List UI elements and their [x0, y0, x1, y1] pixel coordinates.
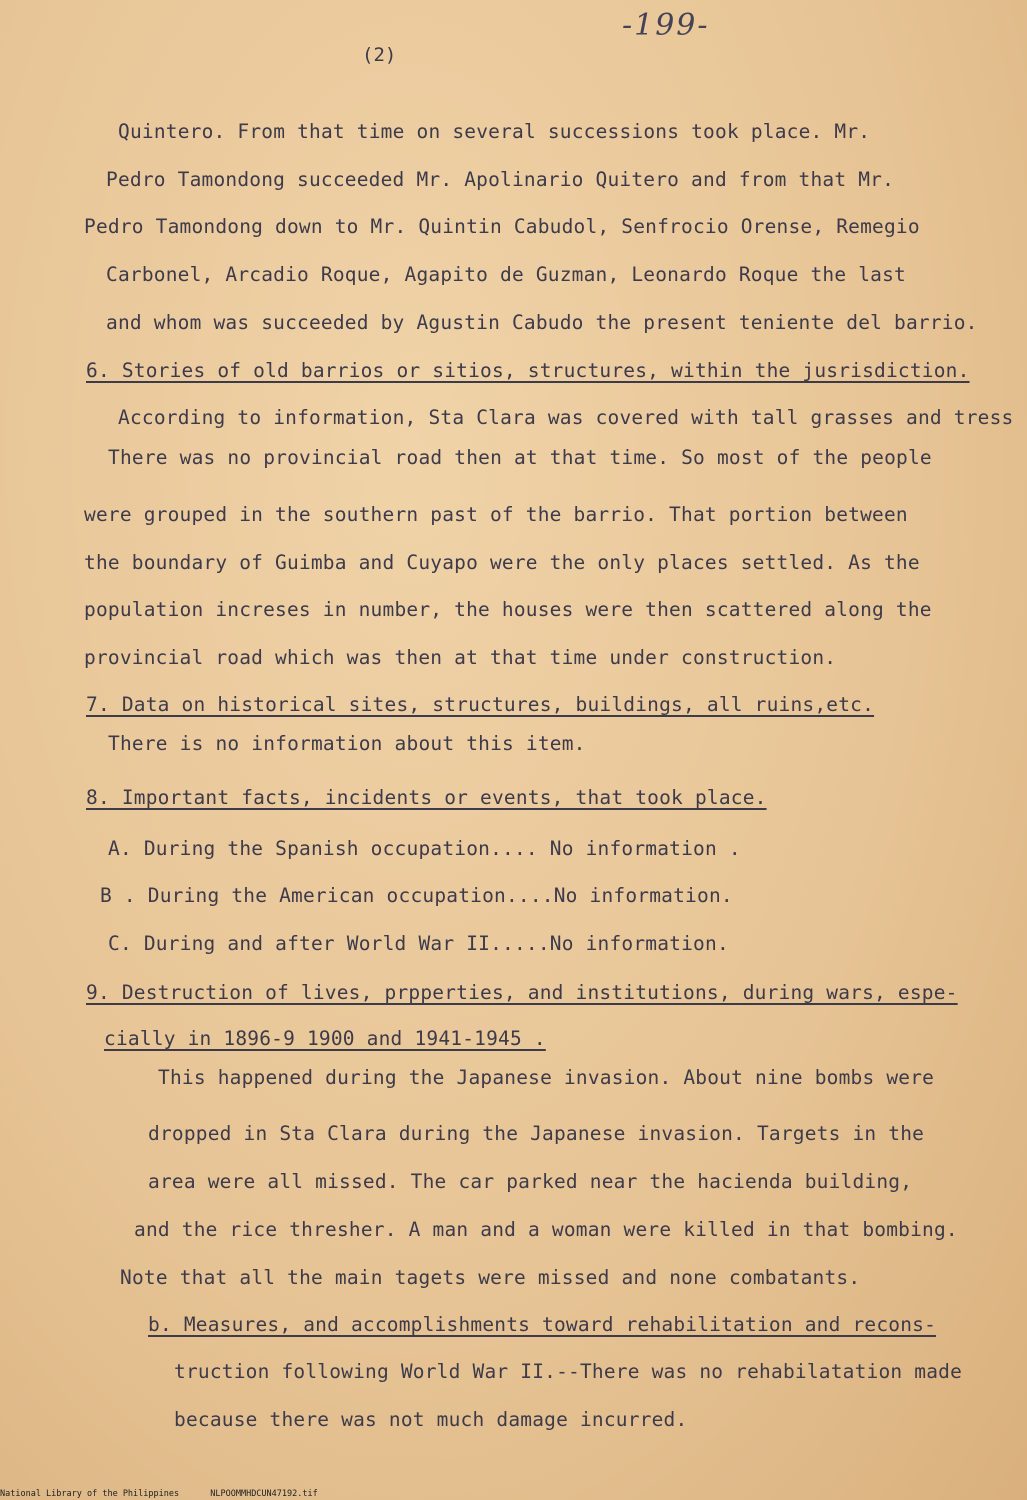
text-line: population increses in number, the houses were then scattered along the	[84, 598, 932, 621]
text-line: truction following World War II.--There was no rehabilatation made	[174, 1360, 963, 1383]
file-id: NLPOOMMHDCUN47192.tif	[210, 1489, 318, 1499]
subsection-heading-b: b. Measures, and accomplishments toward rehabilitation and recons-	[148, 1313, 937, 1336]
text-line: and whom was succeeded by Agustin Cabudo the present teniente del barrio.	[106, 311, 978, 334]
section-heading-9-cont: cially in 1896-9 1900 and 1941-1945 .	[104, 1027, 546, 1050]
text-line: Carbonel, Arcadio Roque, Agapito de Guzman, Leonardo Roque the last	[106, 263, 906, 286]
text-line: Quintero. From that time on several successions took place. Mr.	[118, 120, 871, 143]
library-name: National Library of the Philippines	[0, 1489, 180, 1499]
section-heading-6: 6. Stories of old barrios or sitios, structures, within the jusrisdiction.	[86, 359, 970, 382]
text-line: and the rice thresher. A man and a woman were killed in that bombing.	[134, 1218, 958, 1241]
section-heading-8: 8. Important facts, incidents or events, that took place.	[86, 786, 767, 809]
text-line: There was no provincial road then at that time. So most of the people	[108, 446, 932, 469]
text-line: Note that all the main tagets were missed and none combatants.	[120, 1266, 861, 1289]
text-line: C. During and after World War II.....No information.	[108, 932, 729, 955]
text-line: Pedro Tamondong succeeded Mr. Apolinario Quitero and from that Mr.	[106, 168, 895, 191]
archive-footer	[0, 1489, 344, 1499]
text-line: provincial road which was then at that time under construction.	[84, 646, 837, 669]
text-line: because there was not much damage incurred.	[174, 1408, 688, 1431]
page-number: (2)	[362, 44, 397, 66]
text-line: dropped in Sta Clara during the Japanese invasion. Targets in the	[148, 1122, 925, 1145]
handwritten-page-mark: -199-	[622, 8, 710, 43]
section-heading-7: 7. Data on historical sites, structures, buildings, all ruins,etc.	[86, 693, 875, 716]
text-line: A. During the Spanish occupation.... No information .	[108, 837, 741, 860]
text-line: Pedro Tamondong down to Mr. Quintin Cabudol, Senfrocio Orense, Remegio	[84, 215, 920, 238]
text-line: the boundary of Guimba and Cuyapo were the only places settled. As the	[84, 551, 920, 574]
text-line: were grouped in the southern past of the barrio. That portion between	[84, 503, 908, 526]
text-line: According to information, Sta Clara was covered with tall grasses and tress	[118, 406, 1014, 429]
text-line: area were all missed. The car parked near the hacienda building,	[148, 1170, 913, 1193]
text-line: This happened during the Japanese invasion. About nine bombs were	[158, 1066, 935, 1089]
section-heading-9: 9. Destruction of lives, prpperties, and institutions, during wars, espe-	[86, 981, 958, 1004]
text-line: B . During the American occupation....No information.	[100, 884, 733, 907]
text-line: There is no information about this item.	[108, 732, 586, 755]
